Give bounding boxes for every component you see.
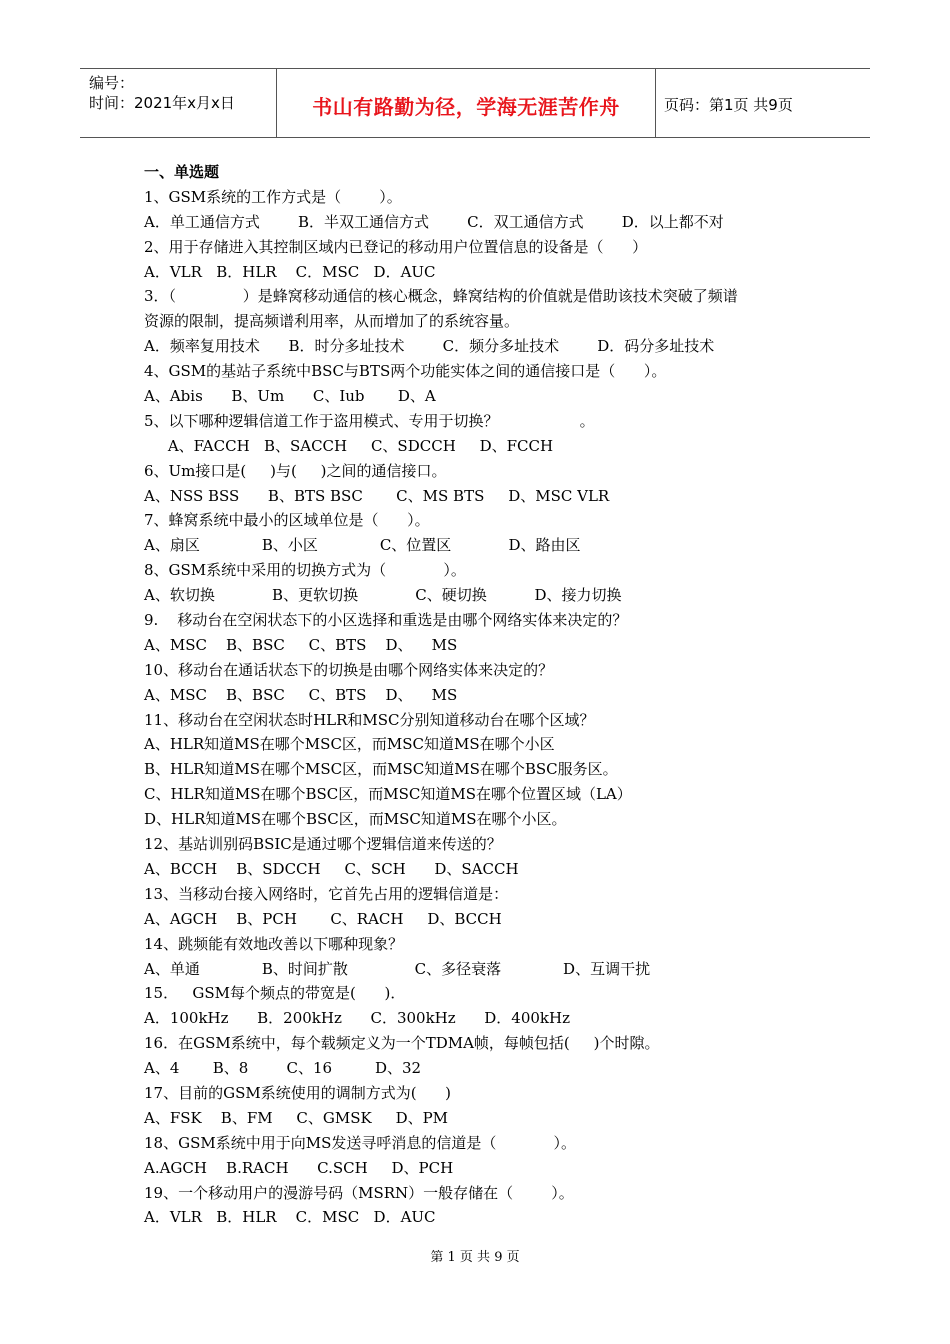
text-line: A．100kHz B．200kHz C．300kHz D．400kHz bbox=[144, 1009, 570, 1028]
text-line: 7、蜂窝系统中最小的区域单位是（ ）。 bbox=[144, 511, 430, 530]
text-line: C、HLR知道MS在哪个BSC区，而MSC知道MS在哪个位置区域（LA） bbox=[144, 785, 632, 804]
text-line: 12、基站训别码BSIC是通过哪个逻辑信道来传送的？ bbox=[144, 835, 502, 854]
text-line: 8、GSM系统中采用的切换方式为（ ）。 bbox=[144, 561, 466, 580]
text-line: 14、跳频能有效地改善以下哪种现象？ bbox=[144, 934, 404, 953]
page-header bbox=[80, 68, 870, 138]
text-line: A、单通 B、时间扩散 C、多径衰落 D、互调干扰 bbox=[144, 959, 651, 978]
text-line: 6、Um接口是( )与( )之间的通信接口。 bbox=[144, 461, 447, 480]
text-line: 13、当移动台接入网络时，它首先占用的逻辑信道是： bbox=[144, 884, 509, 903]
text-line: A．频率复用技术 B．时分多址技术 C．频分多址技术 D．码分多址技术 bbox=[144, 337, 715, 356]
text-line: 17、目前的GSM系统使用的调制方式为( ) bbox=[144, 1083, 452, 1102]
text-line: A、Abis B、Um C、Iub D、A bbox=[144, 387, 436, 406]
text-line: A．VLR B．HLR C．MSC D．AUC bbox=[144, 262, 436, 281]
header-left-cell bbox=[80, 69, 276, 137]
header-page-info: 页码：第1页 共9页 bbox=[664, 96, 793, 114]
text-line: A．单工通信方式 B．半双工通信方式 C．双工通信方式 D．以上都不对 bbox=[144, 212, 724, 231]
text-line: 19、一个移动用户的漫游号码（MSRN）一般存储在（ ）。 bbox=[144, 1183, 574, 1202]
text-line: 16．在GSM系统中，每个载频定义为一个TDMA帧，每帧包括( )个时隙。 bbox=[144, 1034, 660, 1053]
text-line: A、NSS BSS B、BTS BSC C、MS BTS D、MSC VLR bbox=[144, 486, 610, 505]
header-motto: 书山有路勤为径，学海无涯苦作舟 bbox=[312, 95, 620, 119]
text-line: A．VLR B．HLR C．MSC D．AUC bbox=[144, 1208, 436, 1227]
page-footer: 第 1 页 共 9 页 bbox=[430, 1250, 520, 1265]
text-line: A、HLR知道MS在哪个MSC区，而MSC知道MS在哪个小区 bbox=[144, 735, 555, 754]
text-line: A.AGCH B.RACH C.SCH D、PCH bbox=[144, 1158, 454, 1177]
text-line: 11、移动台在空闲状态时HLR和MSC分别知道移动台在哪个区域？ bbox=[144, 710, 595, 729]
text-line: 5、以下哪种逻辑信道工作于盗用模式、专用于切换？ 。 bbox=[144, 411, 595, 430]
text-line: 9. 移动台在空闲状态下的小区选择和重选是由哪个网络实体来决定的？ bbox=[144, 611, 628, 630]
text-line: 15． GSM每个频点的带宽是( )． bbox=[144, 984, 406, 1003]
text-line: A、BCCH B、SDCCH C、SCH D、SACCH bbox=[144, 859, 519, 878]
text-line: A、MSC B、BSC C、BTS D、 MS bbox=[144, 685, 458, 704]
header-right-cell bbox=[654, 69, 870, 137]
text-line: A、AGCH B、PCH C、RACH D、BCCH bbox=[144, 909, 502, 928]
text-line: A、软切换 B、更软切换 C、硬切换 D、接力切换 bbox=[144, 586, 622, 605]
text-line: 资源的限制，提高频谱利用率，从而增加了的系统容量。 bbox=[144, 312, 520, 331]
text-line: 10、移动台在通话状态下的切换是由哪个网络实体来决定的？ bbox=[144, 660, 554, 679]
text-line: 4、GSM的基站子系统中BSC与BTS两个功能实体之间的通信接口是（ ）。 bbox=[144, 362, 667, 381]
text-line: A、FSK B、FM C、GMSK D、PM bbox=[144, 1108, 449, 1127]
text-line: 18、GSM系统中用于向MS发送寻呼消息的信道是（ ）。 bbox=[144, 1133, 577, 1152]
text-line: D、HLR知道MS在哪个BSC区，而MSC知道MS在哪个小区。 bbox=[144, 810, 567, 829]
document-number-label: 编号： bbox=[89, 74, 135, 92]
text-line: A、4 B、8 C、16 D、32 bbox=[144, 1059, 422, 1078]
text-line: A、扇区 B、小区 C、位置区 D、路由区 bbox=[144, 536, 581, 555]
document-time-label: 时间：2021年x月x日 bbox=[89, 94, 235, 112]
text-line: A、FACCH B、SACCH C、SDCCH D、FCCH bbox=[144, 436, 554, 455]
text-line: 2、用于存储进入其控制区域内已登记的移动用户位置信息的设备是（ ） bbox=[144, 237, 648, 256]
text-line: 3．（ ）是蜂窝移动通信的核心概念，蜂窝结构的价值就是借助该技术突破了频谱 bbox=[144, 287, 738, 306]
header-center-cell bbox=[276, 69, 656, 137]
text-line: B、HLR知道MS在哪个MSC区，而MSC知道MS在哪个BSC服务区。 bbox=[144, 760, 618, 779]
section-title: 一、单选题 bbox=[144, 163, 220, 181]
question-list bbox=[144, 160, 824, 1230]
text-line: 1、GSM系统的工作方式是（ ）。 bbox=[144, 187, 402, 206]
text-line: A、MSC B、BSC C、BTS D、 MS bbox=[144, 635, 458, 654]
